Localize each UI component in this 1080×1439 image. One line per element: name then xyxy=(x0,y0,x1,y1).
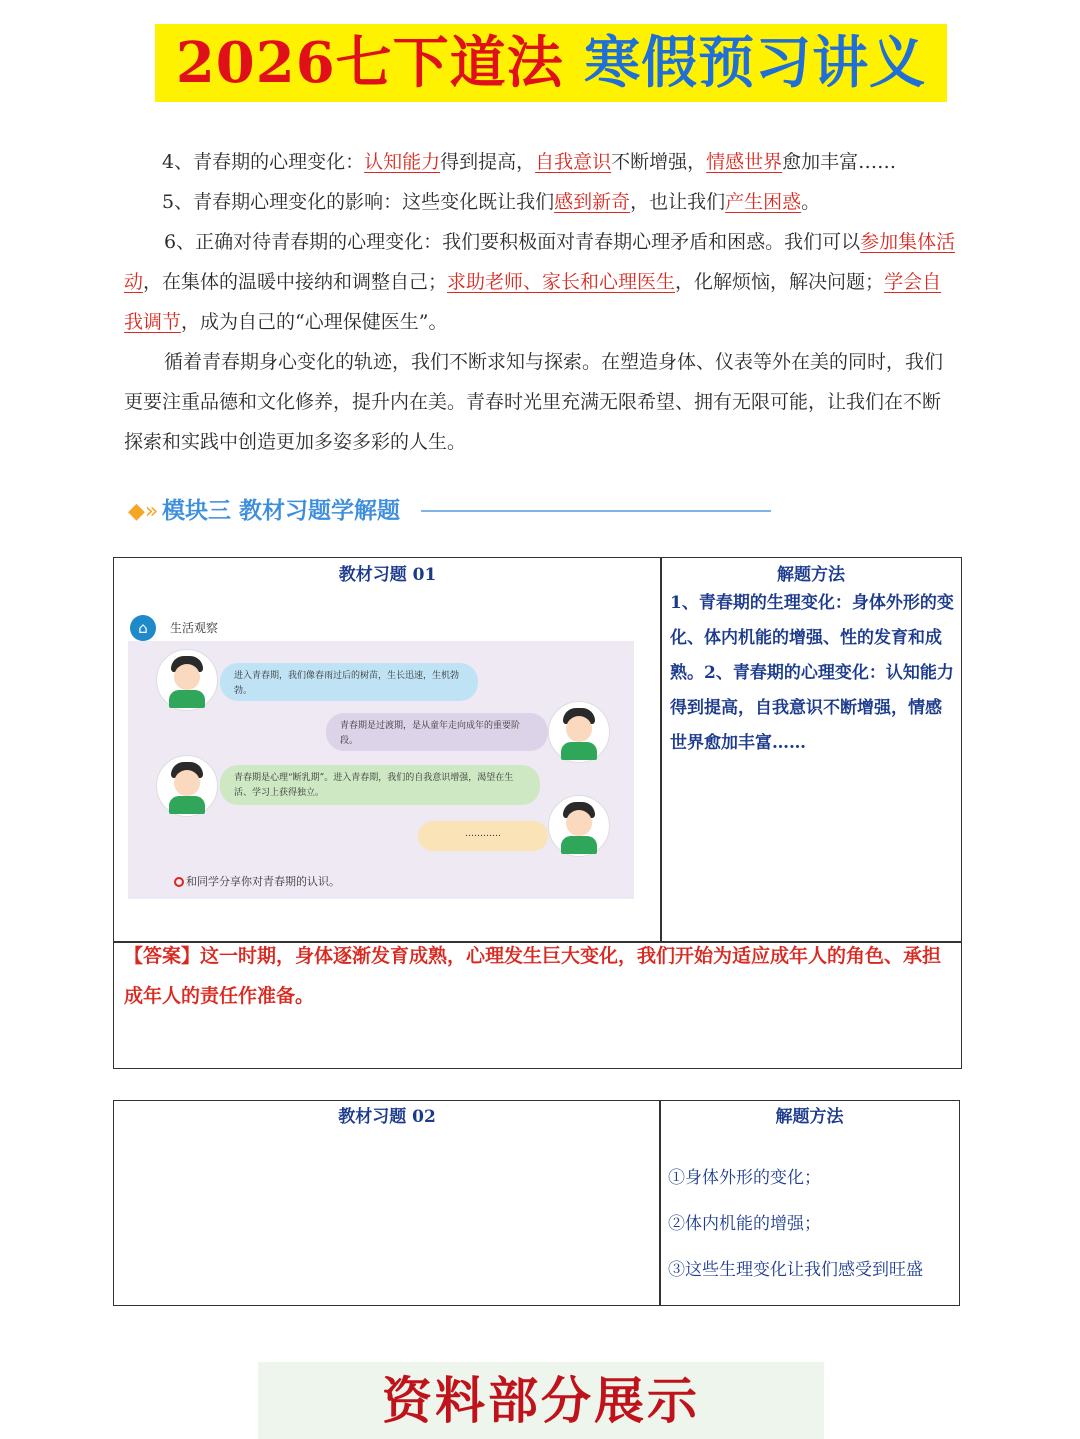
textbook-illustration xyxy=(128,605,634,899)
text-segment: ，化解烦恼，解决问题； xyxy=(675,271,885,293)
banner-title-part2: 寒假预习讲义 xyxy=(584,30,927,96)
method-02-item: ①身体外形的变化； xyxy=(668,1168,821,1188)
illustration-question: 和同学分享你对青春期的认识。 xyxy=(186,875,340,888)
point-6 xyxy=(124,222,958,342)
bullet-icon xyxy=(174,877,184,887)
method-02-item: ③这些生理变化让我们感受到旺盛 xyxy=(668,1260,923,1280)
keyword: 产生困惑 xyxy=(725,191,802,213)
illustration-label: 生活观察 xyxy=(170,621,219,635)
answer-text: 这一时期，身体逐渐发育成熟，心理发生巨大变化，我们开始为适应成年人的角色、承担成年人的责任作准备。 xyxy=(124,945,942,1007)
text-segment: ，成为自己的“心理保健医生”。 xyxy=(181,311,448,333)
exercise-01-answer xyxy=(124,936,954,1016)
divider xyxy=(660,557,662,942)
keyword: 参加集体活动 xyxy=(124,231,956,293)
module-header xyxy=(128,494,778,528)
divider xyxy=(659,1100,661,1306)
student-avatar xyxy=(156,755,218,817)
banner-title-part1: 2026七下道法 xyxy=(175,30,564,96)
keyword: 感到新奇 xyxy=(554,191,631,213)
banner-title xyxy=(155,24,947,102)
point-4 xyxy=(124,142,958,182)
text-segment: ，也让我们 xyxy=(630,191,726,213)
keyword: 认知能力 xyxy=(364,151,441,173)
exercise-01-title: 教材习题 01 xyxy=(338,565,437,585)
text-segment: 愈加丰富…… xyxy=(782,151,897,173)
keyword: 求助老师、家长和心理医生 xyxy=(447,271,676,293)
exercise-02-title: 教材习题 02 xyxy=(338,1107,436,1127)
method-01-title: 解题方法 xyxy=(777,565,845,585)
speech-bubble: 青春期是心理“断乳期”。进入青春期，我们的自我意识增强，渴望在生活、学习上获得独立。 xyxy=(220,765,540,805)
text-segment: 得到提高， xyxy=(440,151,536,173)
student-avatar xyxy=(548,795,610,857)
keyword: 学会自我调节 xyxy=(124,271,942,333)
method-01-text: 1、青春期的生理变化：身体外形的变化、体内机能的增强、性的发育和成熟。2、青春期的心理变化：认知能力得到提高，自我意识不断增强，情感世界愈加丰富…… xyxy=(670,593,954,753)
summary-paragraph: 循着青春期身心变化的轨迹，我们不断求知与探索。在塑造身体、仪表等外在美的同时，我们更要注重品德和文化修养，提升内在美。青春时光里充满无限希望、拥有无限可能，让我们在不断探索和实践中创造更加多姿多彩的人生。 xyxy=(124,351,944,453)
answer-tag: 【答案】 xyxy=(124,945,201,967)
point-5-lead: 5、青春期心理变化的影响：这些变化既让我们 xyxy=(162,191,555,213)
illustration-header xyxy=(128,605,634,641)
speech-bubble: 进入青春期，我们像春雨过后的树苗，生长迅速，生机勃勃。 xyxy=(220,663,478,701)
speech-bubble: 青春期是过渡期，是从童年走向成年的重要阶段。 xyxy=(326,713,548,751)
point-6-lead: 6、正确对待青春期的心理变化：我们要积极面对青春期心理矛盾和困惑。我们可以 xyxy=(164,231,861,253)
text-segment: 不断增强， xyxy=(611,151,707,173)
divider xyxy=(421,510,771,512)
module-title: 模块三 教材习题学解题 xyxy=(162,498,401,524)
keyword: 自我意识 xyxy=(535,151,612,173)
method-02-item: ②体内机能的增强； xyxy=(668,1214,821,1234)
keyword: 情感世界 xyxy=(706,151,783,173)
speech-bubble: ………… xyxy=(418,821,548,851)
student-avatar xyxy=(548,701,610,763)
text-segment: ，在集体的温暖中接纳和调整自己； xyxy=(143,271,448,293)
point-5 xyxy=(124,182,958,222)
method-02-title: 解题方法 xyxy=(775,1107,844,1127)
text-segment: 。 xyxy=(801,191,821,213)
footer-title: 资料部分展示 xyxy=(382,1371,700,1430)
title-banner xyxy=(155,24,947,102)
home-icon: ⌂ xyxy=(130,615,156,641)
point-4-lead: 4、青春期的心理变化： xyxy=(162,151,365,173)
diamond-arrow-icon: ◆» xyxy=(128,499,159,524)
student-avatar xyxy=(156,649,218,711)
